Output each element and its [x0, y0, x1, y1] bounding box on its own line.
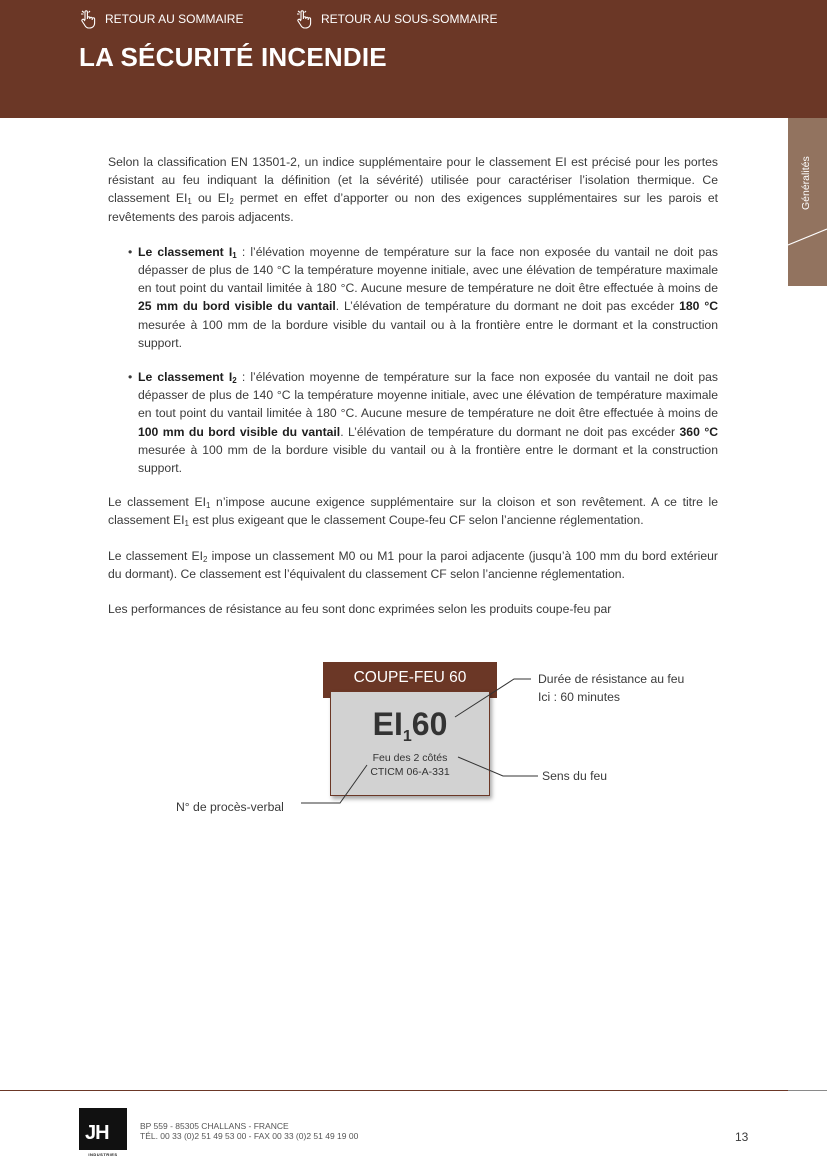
label-report-number: CTICM 06-A-331: [370, 766, 450, 778]
classification-list: [108, 243, 718, 477]
page-title: LA SÉCURITÉ INCENDIE: [79, 42, 387, 72]
list-item: • Le classement $I_1$ : l’élévation moyenne de température sur la face non exposée du vantail ne doit pas dépasser de plus de 140 °C la température moyenne initiale, avec une élévation de température maximale en tout point du vantail limitée à 180 °C. Aucune mesure de température ne doit être effectuée à moins de 25 mm du bord visible du vantail. L’élévation de température du dormant ne doit pas excéder 180 °C mesurée à 100 mm de la bordure visible du vantail ou à la frontière entre le dormant et la construction support.: [138, 243, 718, 352]
ei2-paragraph: Le classement $EI_2$ impose un classement M0 ou M1 pour la paroi adjacente (jusqu’à 100 mm du bord extérieur du dormant). Ce classement est l’équivalent du classement CF selon l’ancienne réglementation.: [108, 548, 718, 581]
back-to-summary-link[interactable]: [78, 8, 243, 30]
page-header: [0, 0, 827, 118]
back-to-subsummary-link[interactable]: [294, 8, 497, 30]
back-to-summary-label: RETOUR AU SOMMAIRE: [105, 12, 244, 26]
annotation-report-number: N° de procès-verbal: [176, 800, 284, 814]
label-fire-sides: Feu des 2 côtés: [372, 752, 448, 764]
section-tab-label: Généralités: [800, 156, 812, 210]
company-logo: JH INDUSTRIES: [79, 1108, 127, 1150]
list-item: • Le classement $I_2$ : l’élévation moyenne de température sur la face non exposée du vantail ne doit pas dépasser de plus de 140 °C la température moyenne initiale, avec une élévation de température maximale en tout point du vantail limitée à 180 °C. Aucune mesure de température ne doit être effectuée à moins de 100 mm du bord visible du vantail. L’élévation de température du dormant ne doit pas excéder 360 °C mesurée à 100 mm de la bordure visible du vantail ou à la frontière entre le dormant et la construction support.: [138, 368, 718, 477]
footer-address: BP 559 - 85305 CHALLANS - FRANCE TÉL. 00 33 (0)2 51 49 53 00 - FAX 00 33 (0)2 51 49 19 00: [140, 1121, 359, 1141]
footer-divider-right: [788, 1090, 827, 1091]
pointing-hand-icon: [78, 8, 100, 30]
label-header: COUPE-FEU 60: [323, 662, 497, 698]
annotation-fire-direction: Sens du feu: [542, 769, 608, 783]
back-to-subsummary-label: RETOUR AU SOUS-SOMMAIRE: [321, 12, 498, 26]
pointing-hand-icon: [294, 8, 316, 30]
main-content: [108, 153, 718, 635]
intro-paragraph: Selon la classification EN 13501-2, un indice supplémentaire pour le classement EI est précisé pour les portes résistant au feu indiquant la définition (et la sévérité) utilisée pour caractériser l’isolation thermique. Ce classement $EI_1$ ou $EI_2$ permet en effet d’apporter ou non des exigences supplémentaires sur les parois et revêtements des parois adjacents.: [108, 155, 719, 224]
performance-paragraph: Les performances de résistance au feu sont donc exprimées selon les produits coupe-feu par: [108, 602, 612, 617]
footer-divider: [0, 1090, 827, 1091]
classification-label: [330, 691, 490, 796]
label-classification: $EI_160$: [372, 706, 448, 745]
section-tab-label-wrap: [800, 150, 815, 220]
annotation-duration: Durée de résistance au feu Ici : 60 minutes: [538, 672, 685, 704]
page-number: 13: [735, 1130, 749, 1144]
ei1-paragraph: Le classement $EI_1$ n’impose aucune exigence supplémentaire sur la cloison et son revêtement. A ce titre le classement $EI_1$ est plus exigeant que le classement Coupe-feu CF selon l’ancienne réglementation.: [108, 495, 719, 529]
